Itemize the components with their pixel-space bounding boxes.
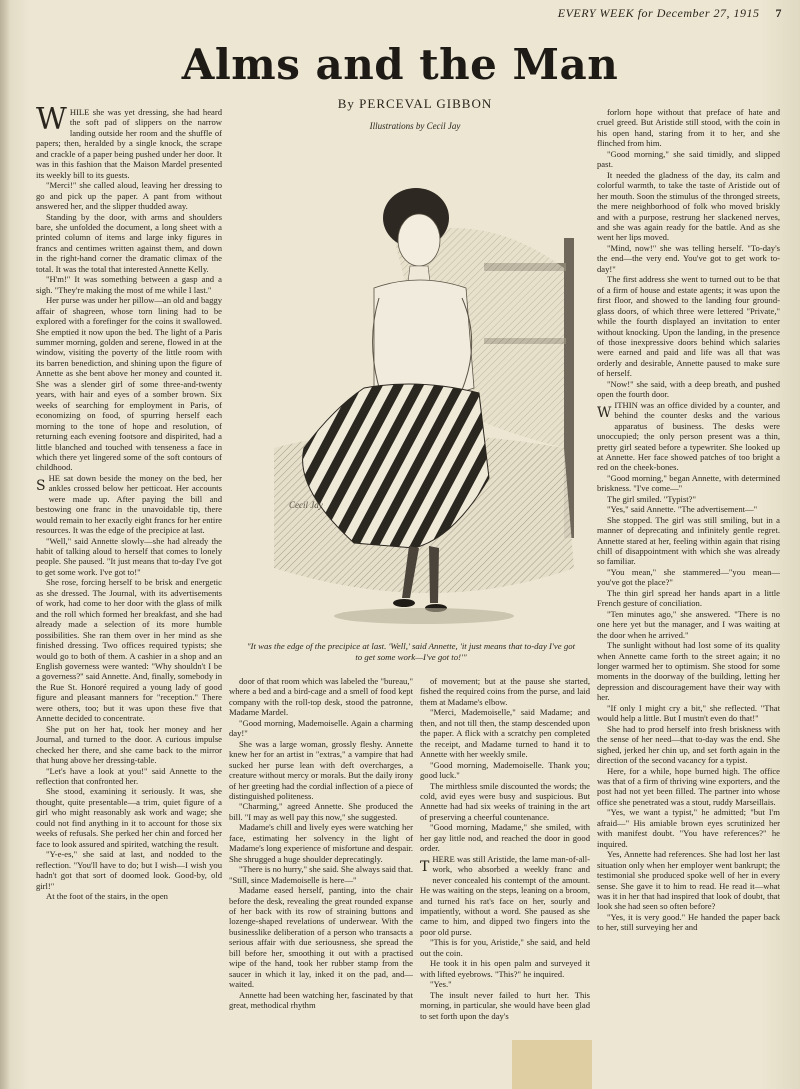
paragraph: Standing by the door, with arms and shoulders bare, she unfolded the document, a long sheet with a printed column of items and large inky figures in francs and centimes written against them, and down in the right-hand corner the dramatic climax of the total. It was the total that interested Annette Kelly. xyxy=(36,211,222,274)
tape-stain xyxy=(512,1040,592,1089)
paragraph: "Yes." xyxy=(430,979,452,990)
column-3 xyxy=(420,676,590,1086)
paragraph: "Ten minutes ago," she answered. "There is no one here yet but the manager, and I was waiting at the door when he arrived." xyxy=(597,608,780,640)
paragraph: SHE sat down beside the money on the bed, her ankles crossed below her petticoat. Her accounts were made up. After paying the bill and bestowing one franc in the unavoidable tip, there would remain to her exactly eight francs for her entire resources. It was the edge of the precipice at last. xyxy=(36,472,222,536)
paragraph: Madame eased herself, panting, into the chair before the desk, revealing the great rounded expanse of her back with its row of straining buttons and lozenge-shaped revelations of underwear. With the businesslike deliberation of a person who transacts a serious affair with due seriousness, she spread the bill before her, smoothing it out with a practised wipe of the hand, took her rubber stamp from the saucer in which it lay, inked it on the pad, and—waited. xyxy=(229,885,413,990)
paragraph: Annette had been watching her, fascinated by that great, methodical rhythm xyxy=(229,989,413,1011)
running-header xyxy=(558,6,782,21)
column-1 xyxy=(36,107,222,1082)
paragraph: Yes, Annette had references. She had lost her last situation only when her employer went bankrupt; the testimonial she produced spoke well of her in every sense. She gave it to him to read. He read it—what was it in her that had inspired that look of doubt, that look she had seen so often before? xyxy=(597,849,780,912)
paragraph: "You mean," she stammered—"you mean—you've got the place?" xyxy=(597,566,780,588)
artist-signature: Cecil Jay xyxy=(289,500,323,510)
paragraph: "Yes, it is very good." He handed the paper back to her, still surveying her and xyxy=(597,911,780,933)
illustration-caption: "It was the edge of the precipice at last. 'Well,' said Annette, 'it just means that to-day I've got to get some work—I've got to!'" xyxy=(246,641,576,662)
paragraph: "Good morning, Mademoiselle. Again a charming day!" xyxy=(229,717,413,739)
header-title xyxy=(558,6,760,21)
paragraph: At the foot of the stairs, in the open xyxy=(46,890,168,901)
page-gutter-shadow xyxy=(0,0,10,1089)
paragraph: "Good morning," began Annette, with determined briskness. "I've come—" xyxy=(597,472,780,494)
paragraph: He took it in his open palm and surveyed it with lifted eyebrows. "This?" he inquired. xyxy=(420,958,590,979)
paragraph: "Now!" she said, with a deep breath, and pushed open the fourth door. xyxy=(597,378,780,400)
page-number: 7 xyxy=(775,6,782,20)
paragraph: She had to prod herself into fresh briskness with the sense of her need—that to-day was the end. She sighed, jerked her chin up, and set forth again in the direction of the second vacancy for a typist. xyxy=(597,723,780,766)
paragraph: She put on her hat, took her money and her Journal, and turned to the door. A curious impulse checked her there, and she came back to the mirror that hung above her dressing-table. xyxy=(36,723,222,766)
paragraph: "Well," said Annette slowly—she had already the habit of talking aloud to herself that comes to lonely people. She paused. "It just means that to-day I've got to get some work. I've got to!" xyxy=(36,535,222,577)
paragraph: Her purse was under her pillow—an old and baggy affair of shagreen, whose torn lining had to be explored with a forefinger for the coins it swallowed. She emptied it now upon the bed. The light of a Paris summer morning, golden and serene, flowed in at the window, visiting the poverty of the little room with its barren benediction, and shining upon the figure of Annette as she bent above her money and counted it. She was a slender girl of some three-and-twenty years, with hair and eyes of a somber brown. Six weeks of searching for employment in Paris, of economizing on food, of spurring herself each morning to the tone of hope and resolution, of returning each evening footsore and dispirited, had a little blanched and touched with tenseness a face in which there yet lingered some of the soft contours of childhood. xyxy=(36,295,222,473)
paragraph: THERE was still Aristide, the lame man-of-all-work, who absorbed a weekly franc and never concealed his contempt of the amount. He was waiting on the steps, leaning on a broom, and turned his rat's face on her, sourly and impatiently, without a word. She paused as she came to him, and dipped two fingers into the poor old purse. xyxy=(420,853,590,937)
column-2 xyxy=(229,676,413,1086)
paragraph: of movement; but at the pause she started, fished the required coins from the purse, and laid them at Madame's elbow. xyxy=(420,676,590,707)
paragraph: The insult never failed to hurt her. This morning, in particular, she would have been glad to set forth upon the day's xyxy=(420,989,590,1021)
paragraph: Madame's chill and lively eyes were watching her face, estimating her solvency in the light of Madame's long experience of misfortune and despair. She shrugged a huge shoulder deprecatingly. xyxy=(229,822,413,864)
paragraph: It needed the gladness of the day, its calm and colorful warmth, to take the taste of Aristide out of her mouth. Soon the stimulus of the thronged streets, the mere neighborhood of folk who moved briskly and with a purpose, restrung her slackened nerves, and she was again ready for the battle. And as she went her lips moved. xyxy=(597,169,780,243)
paragraph: "Yes," said Annette. "The advertisement—" xyxy=(607,504,758,515)
illustration-woman-on-bed xyxy=(234,148,584,643)
face xyxy=(398,214,440,266)
paragraph: The sunlight without had lost some of its quality when Annette came forth to the street again; it no longer warmed her to optimism. She stood for some moments in the doorway of the building, letting her depression and discouragement have their way with her. xyxy=(597,640,780,703)
paragraph: "H'm!" It was something between a gasp and a sigh. "They're making the most of me while I last." xyxy=(36,274,222,295)
paragraph: She rose, forcing herself to be brisk and energetic as she dressed. The Journal, with its advertisements of work, had come to her door with the glass of milk and the roll which formed her breakfast, and she had already made a selection of its more humble possibilities. She ran them over in her mind as she finished dressing. Two offices required typists; she would go to both of them. A cashier in a shop and an English governess were wanted: "Why shouldn't I be a governess?" said Annette. And, finally, somebody in the Rue St. Honoré required a young lady of good figure and pleasant manners for "reception." There were others, too; but it was upon these five that Annette decided to concentrate. xyxy=(36,577,222,724)
shoe-left xyxy=(393,599,415,607)
column-4 xyxy=(597,107,780,1082)
paragraph: Here, for a while, hope burned high. The office was that of a firm of thriving wine exporters, and the post had not yet been filled. The partner into whose office she penetrated was a stout, ruddy Marseillais. xyxy=(597,765,780,807)
paragraph: forlorn hope without that preface of hate and cruel greed. But Aristide still stood, with the coin in his open hand, staring from it to her, and she flinched from him. xyxy=(597,107,780,149)
byline: By PERCEVAL GIBBON xyxy=(337,96,493,111)
paragraph: "This is for you, Aristide," she said, and held out the coin. xyxy=(420,937,590,958)
paragraph: The first address she went to turned out to be that of a firm of house and estate agents; it was upon the first floor, and showed to the landing four ground-glass doors, of which three were lettered "Private," while the fourth displayed an invitation to enter without knocking. Upon the landing, in the presence of those inexpressive doors behind which salaries were earned and paid and life was all that was orderly and desirable, Annette paused to make sure of herself. xyxy=(597,274,780,379)
paragraph: "Let's have a look at you!" said Annette to the reflection that confronted her. xyxy=(36,765,222,786)
header-magazine: EVERY WEEK xyxy=(557,6,635,20)
paragraph: The mirthless smile discounted the words; the cold, avid eyes were busy and suspicious. But Annette had had six weeks of training in the art of preserving a cheerful countenance. xyxy=(420,780,590,822)
paragraph: "Good morning, Madame," she smiled, with her gay little nod, and reached the door in good order. xyxy=(420,822,590,854)
illustration-credit: Illustrations by Cecil Jay xyxy=(369,121,461,131)
paragraph: "Yes, we want a typist," he admitted; "but I'm afraid—" His amiable brown eyes scrutinized her with manifest doubt. "You have references?" he inquired. xyxy=(597,807,780,849)
paragraph: "Charming," agreed Annette. She produced the bill. "I may as well pay this now," she suggested. xyxy=(229,801,413,822)
paragraph: door of that room which was labeled the "bureau," where a bed and a bird-cage and a smell of food kept company with the roll-top desk, stood the patronne, Madame Mardel. xyxy=(229,676,413,718)
paragraph: The thin girl spread her hands apart in a little French gesture of conciliation. xyxy=(597,587,780,609)
paragraph: She stopped. The girl was still smiling, but in a manner of deprecating and infinitely gentle regret. Annette stared at her, feeling within again that rising chill of disappointment with which she was already so familiar. xyxy=(597,514,780,567)
paragraph: "Merci, Mademoiselle," said Madame; and then, and not till then, the stamp descended upon the paper. A flick with a scratchy pen completed the receipt, and Madame turned to hand it to Annette with her weekly smile. xyxy=(420,707,590,760)
paragraph: She was a large woman, grossly fleshy. Annette knew her for an artist in "extras," a vampire that had sucked her purse lean with deft overcharges, a creature without mercy or morals. But the daily irony of her greeting had the cordial inflection of a piece of distinguished politeness. xyxy=(229,738,413,801)
article-title: Alms and the Man xyxy=(181,40,619,89)
paragraph: The girl smiled. "Typist?" xyxy=(607,493,696,504)
paragraph: "Good morning," she said timidly, and slipped past. xyxy=(597,148,780,170)
blouse xyxy=(374,280,474,397)
paragraph: "Y-e-es," she said at last, and nodded to the reflection. "You'll have to do; but I wish—I wish you hadn't got that sort of doomed look. Good-by, old girl!" xyxy=(36,849,222,891)
header-date: for December 27, 1915 xyxy=(637,6,760,20)
paragraph: She stood, examining it seriously. It was, she thought, quite presentable—a trim, quiet figure of a girl who might reasonably ask work and wage; she could not find anything in it to account for those six weeks of refusals. She perked her chin and forced her face to look assured and spirited, watching the result. xyxy=(36,786,222,849)
paragraph: "Merci!" she called aloud, leaving her dressing to go and pick up the paper. A pant from without answered her, and the slipper thudded away. xyxy=(36,180,222,212)
paragraph: WITHIN was an office divided by a counter, and behind the counter desks and the various apparatus of business. The desks were unoccupied; the only person present was a thin, pretty girl seated before a typewriter. She looked up at Annette. Her face showed patches of too bright a red on the cheek-bones. xyxy=(597,399,780,473)
paragraph: "Mind, now!" she was telling herself. "To-day's the end—the very end. You've got to get work to-day!" xyxy=(597,242,780,274)
paragraph: "There is no hurry," she said. She always said that. "Still, since Mademoiselle is here—" xyxy=(229,864,413,885)
paragraph: "Good morning, Mademoiselle. Thank you; good luck." xyxy=(420,759,590,781)
paragraph: "If only I might cry a bit," she reflected. "That would help a little. But I mustn't even do that!" xyxy=(597,702,780,724)
paragraph: WHILE she was yet dressing, she had heard the soft pad of slippers on the narrow landing outside her room and the shuffle of papers; then, heralded by a single knock, the scrape and crackle of a paper being pushed under her door. It was in this fashion that the Maison Mardel presented its weekly bill to its guests. xyxy=(36,107,222,180)
